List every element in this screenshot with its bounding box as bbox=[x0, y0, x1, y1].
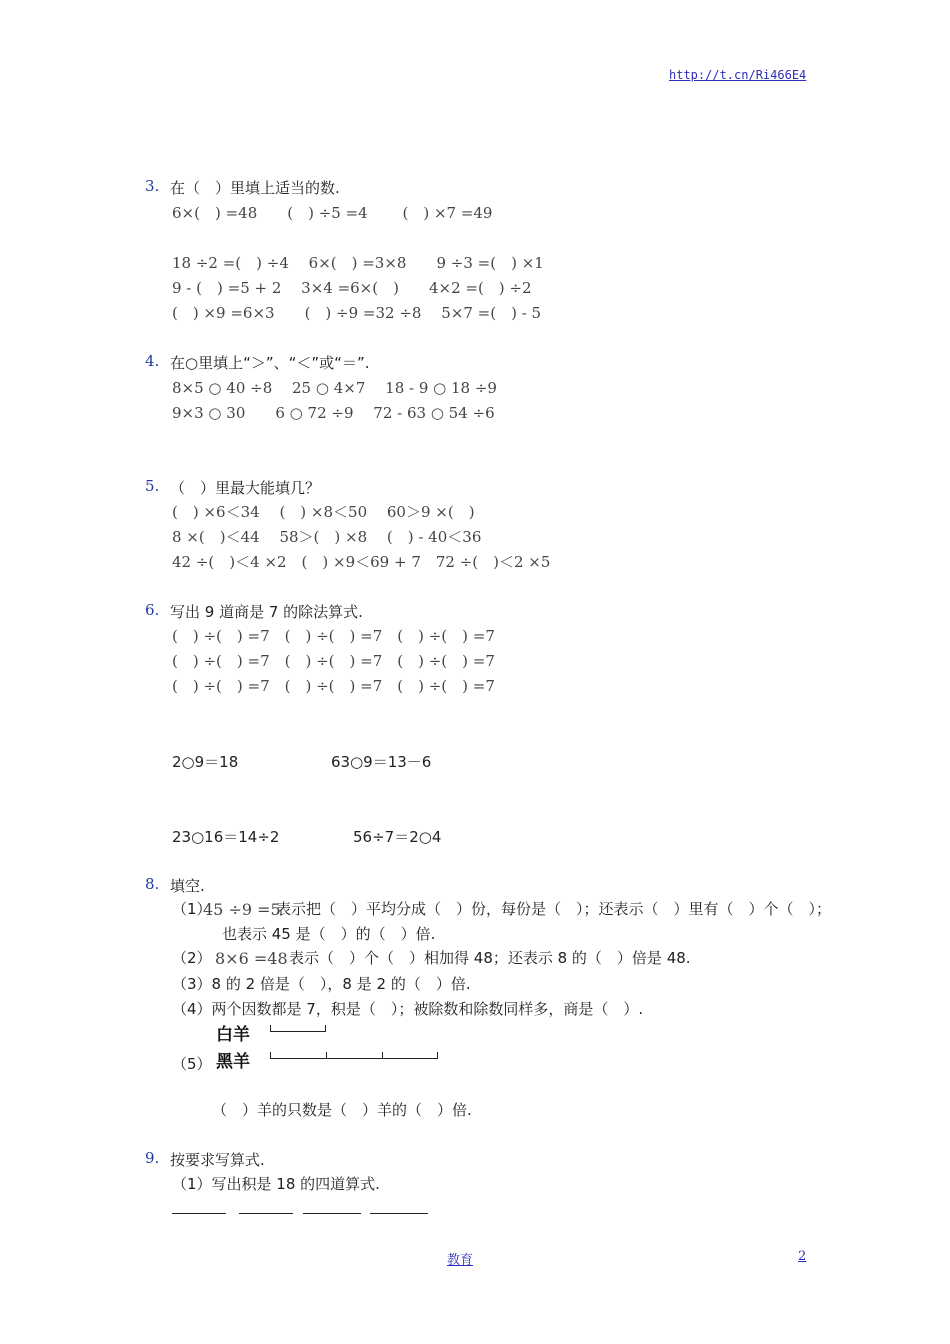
question-8-sub5-prefix: （5） bbox=[172, 1055, 212, 1073]
question-8-title: 填空. bbox=[170, 877, 205, 895]
question-3-number: 3. bbox=[145, 177, 160, 195]
question-8-sub2-text: 表示（ ）个（ ）相加得 48；还表示 8 的（ ）倍是 48. bbox=[289, 949, 691, 967]
question-8-sub4: （4）两个因数都是 7，积是（ ）；被除数和除数同样多，商是（ ）. bbox=[172, 1000, 644, 1018]
white-sheep-bar bbox=[270, 1025, 326, 1032]
question-8-sub2-prefix: （2） bbox=[172, 949, 212, 967]
question-8-sub1-text: 表示把（ ）平均分成（ ）份，每份是（ ）；还表示（ ）里有（ ）个（ ）； bbox=[276, 900, 832, 918]
header-url-link[interactable]: http://t.cn/Ri466E4 bbox=[669, 68, 807, 82]
question-3-row: 9 - ( ) =5 + 2 3×4 =6×( ) 4×2 =( ) ÷2 bbox=[172, 279, 532, 297]
question-5-number: 5. bbox=[145, 477, 160, 495]
question-8-sub1-formula: 45 ÷9 =5 bbox=[203, 900, 281, 919]
black-sheep-label: 黑羊 bbox=[216, 1052, 250, 1072]
question-6-title: 写出 9 道商是 7 的除法算式. bbox=[170, 603, 363, 621]
question-5-row: ( ) ×6＜34 ( ) ×8＜50 60＞9 ×( ) bbox=[172, 503, 475, 521]
question-5-row: 8 ×( )＜44 58＞( ) ×8 ( ) - 40＜36 bbox=[172, 528, 482, 546]
answer-blank[interactable] bbox=[303, 1213, 361, 1214]
answer-blank[interactable] bbox=[172, 1213, 226, 1214]
question-3-row: ( ) ×9 =6×3 ( ) ÷9 =32 ÷8 5×7 =( ) - 5 bbox=[172, 304, 542, 322]
footer-label-link[interactable]: 教育 bbox=[447, 1253, 474, 1268]
answer-blank[interactable] bbox=[239, 1213, 293, 1214]
question-7-item-d: 56÷7＝2○4 bbox=[353, 828, 442, 846]
question-3-row: 18 ÷2 =( ) ÷4 6×( ) =3×8 9 ÷3 =( ) ×1 bbox=[172, 254, 544, 272]
question-9-sub1: （1）写出积是 18 的四道算式. bbox=[172, 1175, 380, 1193]
question-7-item-c: 23○16＝14÷2 bbox=[172, 828, 280, 846]
question-7-item-a: 2○9＝18 bbox=[172, 753, 239, 771]
question-4-number: 4. bbox=[145, 352, 160, 370]
question-9-title: 按要求写算式. bbox=[170, 1151, 265, 1169]
question-8-sub1-line2: 也表示 45 是（ ）的（ ）倍. bbox=[222, 925, 436, 943]
question-6-number: 6. bbox=[145, 601, 160, 619]
question-6-row: ( ) ÷( ) =7 ( ) ÷( ) =7 ( ) ÷( ) =7 bbox=[172, 677, 495, 695]
question-8-sub1-prefix: （1） bbox=[172, 900, 212, 918]
answer-blank[interactable] bbox=[370, 1213, 428, 1214]
question-3-row: 6×( ) =48 ( ) ÷5 =4 ( ) ×7 =49 bbox=[172, 204, 493, 222]
question-8-sub5-text: （ ）羊的只数是（ ）羊的（ ）倍. bbox=[212, 1101, 472, 1119]
question-4-title: 在○里填上“＞”、“＜”或“＝”. bbox=[170, 354, 370, 372]
black-sheep-bar bbox=[270, 1052, 438, 1059]
question-7-item-b: 63○9＝13－6 bbox=[331, 753, 432, 771]
question-4-row: 8×5 ○ 40 ÷8 25 ○ 4×7 18 - 9 ○ 18 ÷9 bbox=[172, 379, 497, 397]
question-5-title: （ ）里最大能填几？ bbox=[170, 479, 321, 497]
question-8-sub3: （3）8 的 2 倍是（ ），8 是 2 的（ ）倍. bbox=[172, 975, 471, 993]
question-4-row: 9×3 ○ 30 6 ○ 72 ÷9 72 - 63 ○ 54 ÷6 bbox=[172, 404, 495, 422]
question-6-row: ( ) ÷( ) =7 ( ) ÷( ) =7 ( ) ÷( ) =7 bbox=[172, 627, 495, 645]
question-5-row: 42 ÷( )＜4 ×2 ( ) ×9＜69 + 7 72 ÷( )＜2 ×5 bbox=[172, 553, 551, 571]
question-3-title: 在（ ）里填上适当的数. bbox=[170, 179, 340, 197]
question-6-row: ( ) ÷( ) =7 ( ) ÷( ) =7 ( ) ÷( ) =7 bbox=[172, 652, 495, 670]
question-9-number: 9. bbox=[145, 1149, 160, 1167]
question-8-number: 8. bbox=[145, 875, 160, 893]
question-8-sub2-formula: 8×6 =48 bbox=[215, 949, 288, 968]
white-sheep-label: 白羊 bbox=[216, 1025, 250, 1045]
footer-page-number: 2 bbox=[798, 1249, 807, 1264]
